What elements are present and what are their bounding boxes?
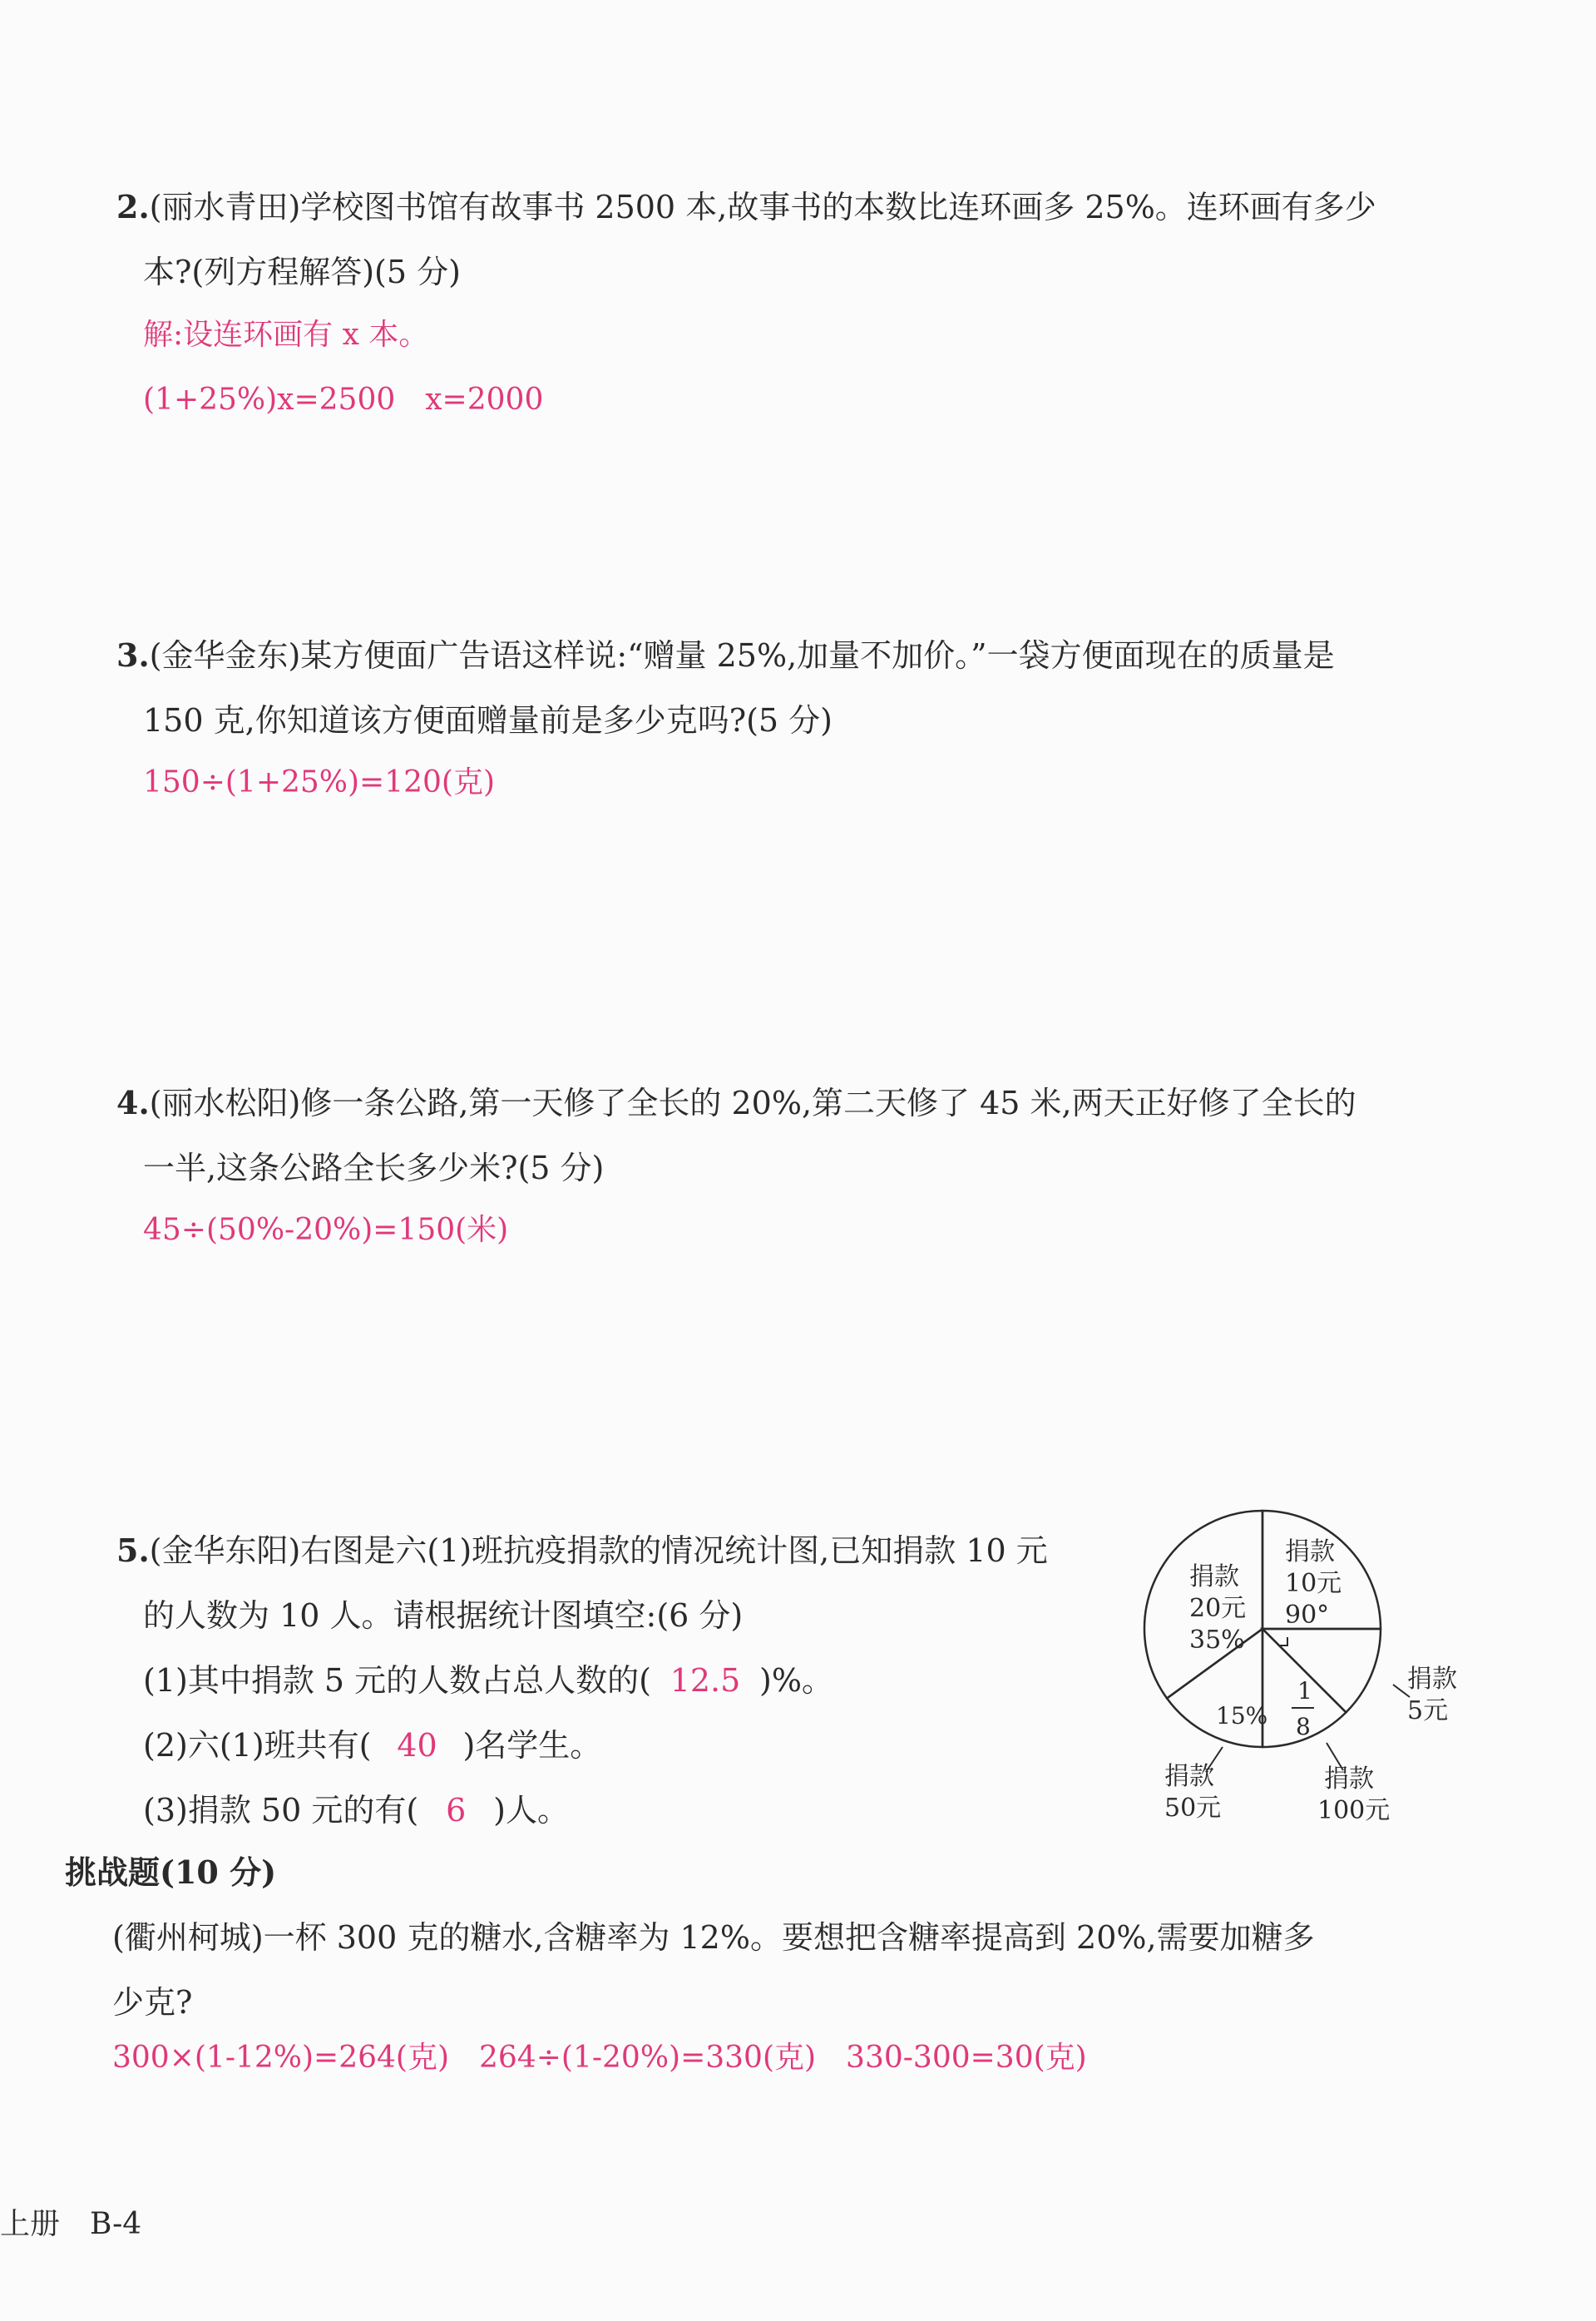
q4-answer: 45÷(50%-20%)=150(米) (143, 1213, 509, 1247)
q3-line1 (116, 630, 1335, 676)
q3-answer: 150÷(1+25%)=120(克) (143, 765, 496, 799)
q5-text1: (金华东阳)右图是六(1)班抗疫捐款的情况统计图,已知捐款 10 元 (149, 1532, 1048, 1569)
q2-text1: (丽水青田)学校图书馆有故事书 2500 本,故事书的本数比连环画多 25%。连环画有多少 (149, 189, 1376, 225)
label-5-2: 5元 (1407, 1696, 1449, 1725)
page-footer: 上册 B-4 (0, 2207, 142, 2241)
q4-line2: 一半,这条公路全长多少米?(5 分) (143, 1150, 605, 1186)
label-100-1: 捐款 (1324, 1764, 1374, 1794)
label-50-percent: 15% (1216, 1702, 1268, 1730)
label-100-2: 100元 (1317, 1796, 1391, 1825)
q4-line1 (116, 1077, 1356, 1123)
pie-slice-1 (1262, 1629, 1381, 1712)
right-angle-mark (1279, 1637, 1287, 1645)
challenge-title: 挑战题(10 分) (65, 1853, 277, 1891)
challenge-answer: 300×(1-12%)=264(克) 264÷(1-20%)=330(克) 330-300=30(克) (112, 2041, 1087, 2075)
label-10-1: 捐款 (1285, 1537, 1335, 1566)
q3-line2: 150 克,你知道该方便面赠量前是多少克吗?(5 分) (143, 702, 833, 739)
q5-sub2-post: )名学生。 (462, 1727, 602, 1764)
q5-sub2-answer: 40 (397, 1727, 437, 1764)
q5-sub3 (143, 1784, 569, 1830)
donation-pie-chart (1139, 1506, 1472, 1838)
q5-line1 (116, 1525, 1048, 1571)
q4-number: 4. (116, 1084, 150, 1121)
q3-text1: (金华金东)某方便面广告语这样说:“赠量 25%,加量不加价。”一袋方便面现在的质量是 (149, 637, 1335, 674)
challenge-line1: (衢州柯城)一杯 300 克的糖水,含糖率为 12%。要想把含糖率提高到 20%,需要加糖多 (112, 1919, 1315, 1956)
q5-number: 5. (116, 1532, 150, 1569)
q5-sub3-pre: (3)捐款 50 元的有( (143, 1792, 419, 1829)
q2-answer1: 解:设连环画有 x 本。 (143, 318, 429, 352)
fraction-denominator: 8 (1296, 1713, 1311, 1740)
fraction-numerator: 1 (1297, 1677, 1312, 1705)
q2-line1 (116, 181, 1376, 227)
q5-sub2 (143, 1720, 601, 1765)
challenge-line2: 少克? (112, 1984, 193, 2021)
q2-line2: 本?(列方程解答)(5 分) (143, 254, 461, 290)
q5-line2: 的人数为 10 人。请根据统计图填空:(6 分) (143, 1597, 744, 1634)
label-50-1: 捐款 (1164, 1762, 1214, 1791)
q5-sub1-pre: (1)其中捐款 5 元的人数占总人数的( (143, 1662, 651, 1699)
label-50-2: 50元 (1164, 1794, 1222, 1823)
q5-sub1-answer: 12.5 (670, 1662, 741, 1699)
q2-answer2: (1+25%)x=2500 x=2000 (143, 383, 544, 417)
q5-sub2-pre: (2)六(1)班共有( (143, 1727, 372, 1764)
q5-sub3-post: )人。 (493, 1792, 569, 1829)
q5-sub1-post: )%。 (759, 1662, 833, 1699)
label-20-1: 捐款 (1189, 1562, 1239, 1591)
q3-number: 3. (116, 636, 150, 674)
q2-number: 2. (116, 188, 150, 225)
label-10-2: 10元 (1285, 1569, 1342, 1598)
label-20-3: 35% (1189, 1626, 1245, 1655)
label-10-3: 90° (1285, 1601, 1330, 1630)
label-5-1: 捐款 (1407, 1665, 1457, 1694)
label-20-2: 20元 (1189, 1594, 1247, 1623)
q4-text1: (丽水松阳)修一条公路,第一天修了全长的 20%,第二天修了 45 米,两天正好修了全长的 (149, 1085, 1356, 1121)
q5-sub1 (143, 1655, 833, 1700)
q5-sub3-answer: 6 (446, 1792, 467, 1829)
